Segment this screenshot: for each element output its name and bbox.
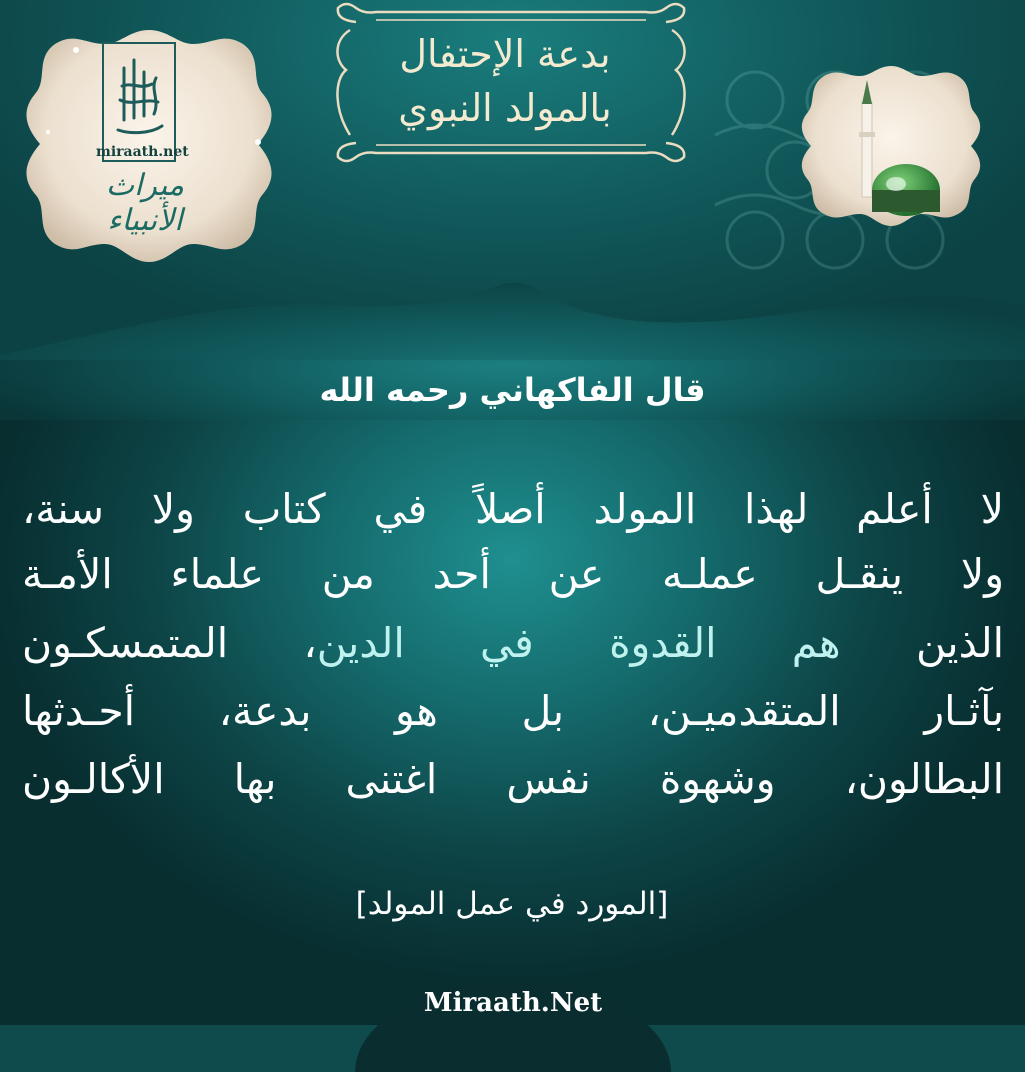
- quote-line-1: لا أعلم لهذا المولد أصلاً في كتاب ولا سنة،: [22, 485, 1004, 533]
- quote-line-4: بآثـار المتقدميـن، بل هو بدعة، أحـدثها: [22, 687, 1004, 735]
- calligraphy-logo-icon: [110, 50, 168, 140]
- logo-url-text: miraath.net: [96, 144, 189, 160]
- speaker-heading: قال الفاكهاني رحمه الله: [319, 371, 706, 409]
- quote-line-3-end: ، المتمسكـون: [22, 619, 317, 667]
- title-plaque: [326, 0, 696, 165]
- quote-line-2: ولا ينقـل عملـه عن أحد من علماء الأمـة: [22, 550, 1004, 598]
- title-line-2: بالمولد النبوي: [398, 86, 612, 130]
- footer-site-name: Miraath.Net: [423, 988, 603, 1018]
- green-dome-icon: [872, 164, 940, 216]
- source-citation: [المورد في عمل المولد]: [355, 886, 669, 922]
- quote-line-3: [22, 612, 1004, 674]
- mosque-medallion: [796, 62, 986, 227]
- title-line-1: بدعة الإحتفال: [399, 32, 611, 76]
- quote-highlight: هم القدوة في الدين: [316, 619, 841, 667]
- quote-line-3-start: الذين: [840, 619, 1004, 667]
- logo-arabic-name: ميراث الأنبياء: [105, 168, 185, 238]
- quote-line-5: البطالون، وشهوة نفس اغتنى بها الأكالـون: [22, 755, 1004, 803]
